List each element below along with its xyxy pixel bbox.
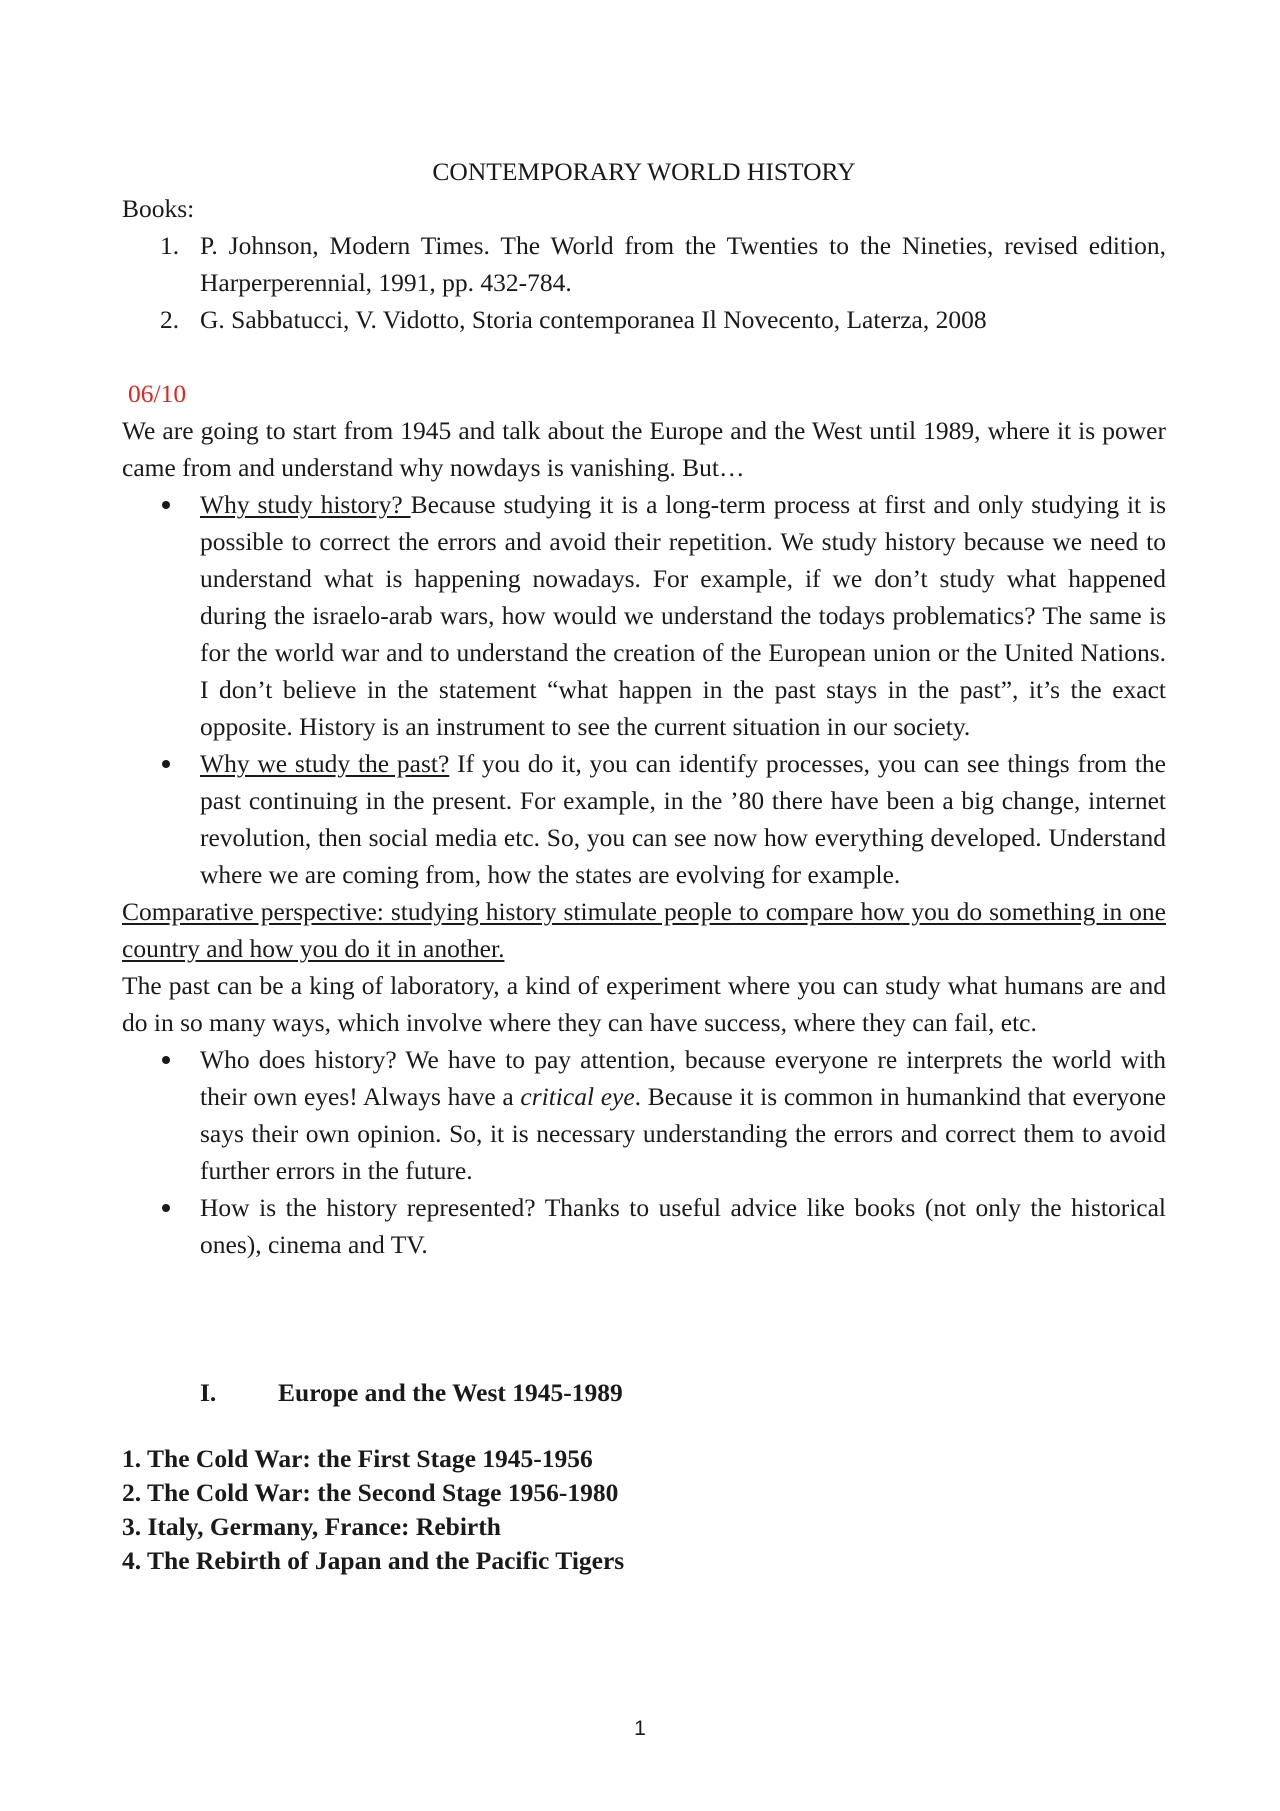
- chapter-item: 1. The Cold War: the First Stage 1945-1956: [122, 1444, 593, 1473]
- bullet-lead: Why study history?: [200, 490, 411, 519]
- book-text: G. Sabbatucci, V. Vidotto, Storia contemporanea Il Novecento, Laterza, 2008: [200, 305, 987, 334]
- bullet-icon: [162, 760, 170, 768]
- document-title: CONTEMPORARY WORLD HISTORY: [432, 157, 856, 186]
- books-label: Books:: [122, 194, 195, 223]
- chapter-item: 3. Italy, Germany, France: Rebirth: [122, 1512, 501, 1541]
- bullet-item: [122, 1041, 1166, 1189]
- section-number: I.: [200, 1378, 217, 1407]
- bullet-text: Who does history? We have to pay attention, because everyone re interprets the world with their own eyes! Always have a: [200, 1045, 1166, 1111]
- bullet-item: [122, 486, 1166, 745]
- bullet-text: How is the history represented? Thanks to useful advice like books (not only the historical ones), cinema and TV.: [200, 1193, 1166, 1259]
- book-text: P. Johnson, Modern Times. The World from the Twenties to the Nineties, revised edition, Harperperennial, 1991, pp. 432-784.: [200, 231, 1166, 297]
- section-heading: [122, 1374, 1166, 1411]
- book-item: [122, 301, 1166, 338]
- book-item: [122, 227, 1166, 301]
- books-list: [122, 227, 1166, 338]
- chapter-item: 4. The Rebirth of Japan and the Pacific Tigers: [122, 1546, 625, 1575]
- intro-paragraph: We are going to start from 1945 and talk about the Europe and the West until 1989, where it is power came from and understand why nowdays is vanishing. But…: [122, 416, 1166, 482]
- book-number: 2.: [160, 305, 180, 334]
- bullet-lead: Why we study the past?: [200, 749, 450, 778]
- chapter-list: [122, 1442, 1166, 1578]
- spacer: [122, 338, 1166, 375]
- bullet-text: Because studying it is a long-term process at first and only studying it is possible to correct the errors and avoid their repetition. We study history because we need to understand what is happening nowadays. For example, if we don’t study what happened during the israelo-arab wars, how would we understand the todays problematics? The same is for the world war and to understand the creation of the European union or the United Nations. I don’t believe in the statement “what happen in the past stays in the past”, it’s the exact opposite. History is an instrument to see the current situation in our society.: [200, 490, 1167, 741]
- bullet-icon: [162, 1056, 170, 1064]
- book-number: 1.: [160, 231, 180, 260]
- document-page: [122, 153, 1166, 1578]
- comparative-paragraph: Comparative perspective: studying history stimulate people to compare how you do something in one country and how you do it in another.: [122, 897, 1166, 963]
- laboratory-paragraph: The past can be a king of laboratory, a kind of experiment where you can study what humans are and do in so many ways, which involve where they can have success, where they can fail, etc.: [122, 971, 1166, 1037]
- bullet-list-why: [122, 486, 1166, 893]
- bullet-text: If you do it, you can identify processes, you can see things from the past continuing in the present. For example, in the ’80 there have been a big change, internet revolution, then social media etc. So, you can see now how everything developed. Understand where we are coming from, how the states are evolving for example.: [200, 749, 1166, 889]
- bullet-text: . Because it is common in humankind that everyone says their own opinion. So, it is necessary understanding the errors and correct them to avoid further errors in the future.: [200, 1082, 1166, 1185]
- bullet-icon: [162, 501, 170, 509]
- section-title: Europe and the West 1945-1989: [278, 1378, 623, 1407]
- bullet-list-who: [122, 1041, 1166, 1263]
- bullet-item: [122, 1189, 1166, 1263]
- bullet-icon: [162, 1204, 170, 1212]
- page-number: 1: [634, 1717, 646, 1740]
- lecture-date: 06/10: [128, 379, 187, 408]
- bullet-italic: critical eye: [520, 1082, 635, 1111]
- bullet-item: [122, 745, 1166, 893]
- chapter-item: 2. The Cold War: the Second Stage 1956-1980: [122, 1478, 619, 1507]
